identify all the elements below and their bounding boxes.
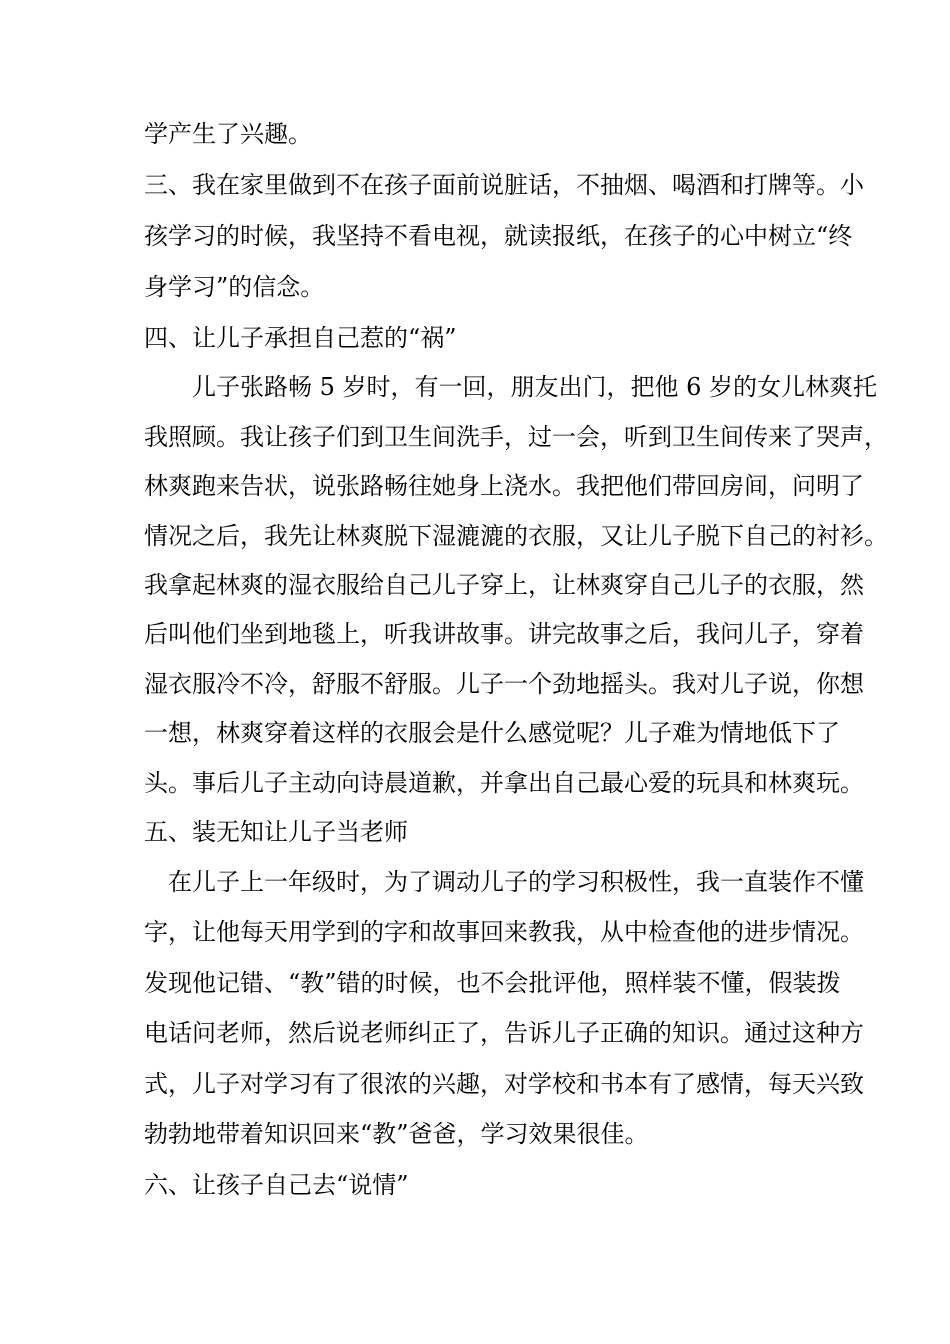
text-line: 头。事后儿子主动向诗晨道歉，并拿出自己最心爱的玩具和林爽玩。: [144, 769, 864, 797]
text-line: 身学习”的信念。: [144, 273, 325, 301]
text-line: 儿子张路畅 5 岁时，有一回，朋友出门，把他 6 岁的女儿林爽托: [144, 373, 878, 401]
text-line: 三、我在家里做到不在孩子面前说脏话，不抽烟、喝酒和打牌等。小: [144, 171, 864, 199]
text-line: 湿衣服冷不冷，舒服不舒服。儿子一个劲地摇头。我对儿子说，你想: [144, 670, 864, 698]
text-line: 一想，林爽穿着这样的衣服会是什么感觉呢？儿子难为情地低下了: [144, 719, 840, 747]
text-line: 字，让他每天用学到的字和故事回来教我，从中检查他的进步情况。: [144, 918, 864, 946]
text-line: 式，儿子对学习有了很浓的兴趣，对学校和书本有了感情，每天兴致: [144, 1070, 864, 1098]
text-line: 勃勃地带着知识回来“教”爸爸，学习效果很佳。: [144, 1120, 649, 1148]
text-line: 后叫他们坐到地毯上，听我讲故事。讲完故事之后，我问儿子，穿着: [144, 620, 864, 648]
text-line: 情况之后，我先让林爽脱下湿漉漉的衣服，又让儿子脱下自己的衬衫。: [144, 522, 888, 550]
text-line: 学产生了兴趣。: [144, 120, 312, 148]
text-line: 我照顾。我让孩子们到卫生间洗手，过一会，听到卫生间传来了哭声，: [144, 423, 888, 451]
text-line: 林爽跑来告状，说张路畅往她身上浇水。我把他们带回房间，问明了: [144, 472, 864, 500]
section-heading: 五、装无知让儿子当老师: [144, 818, 408, 846]
text-line: 我拿起林爽的湿衣服给自己儿子穿上，让林爽穿自己儿子的衣服，然: [144, 571, 864, 599]
section-heading: 六、让孩子自己去“说情”: [144, 1171, 409, 1199]
text-line: 发现他记错、“教”错的时候，也不会批评他，照样装不懂，假装拨: [144, 969, 841, 997]
text-line: 电话问老师，然后说老师纠正了，告诉儿子正确的知识。通过这种方: [144, 1019, 864, 1047]
section-heading: 四、让儿子承担自己惹的“祸”: [144, 324, 457, 352]
text-line: 在儿子上一年级时，为了调动儿子的学习积极性，我一直装作不懂: [144, 868, 864, 896]
text-line: 孩学习的时候，我坚持不看电视，就读报纸，在孩子的心中树立“终: [144, 222, 853, 250]
